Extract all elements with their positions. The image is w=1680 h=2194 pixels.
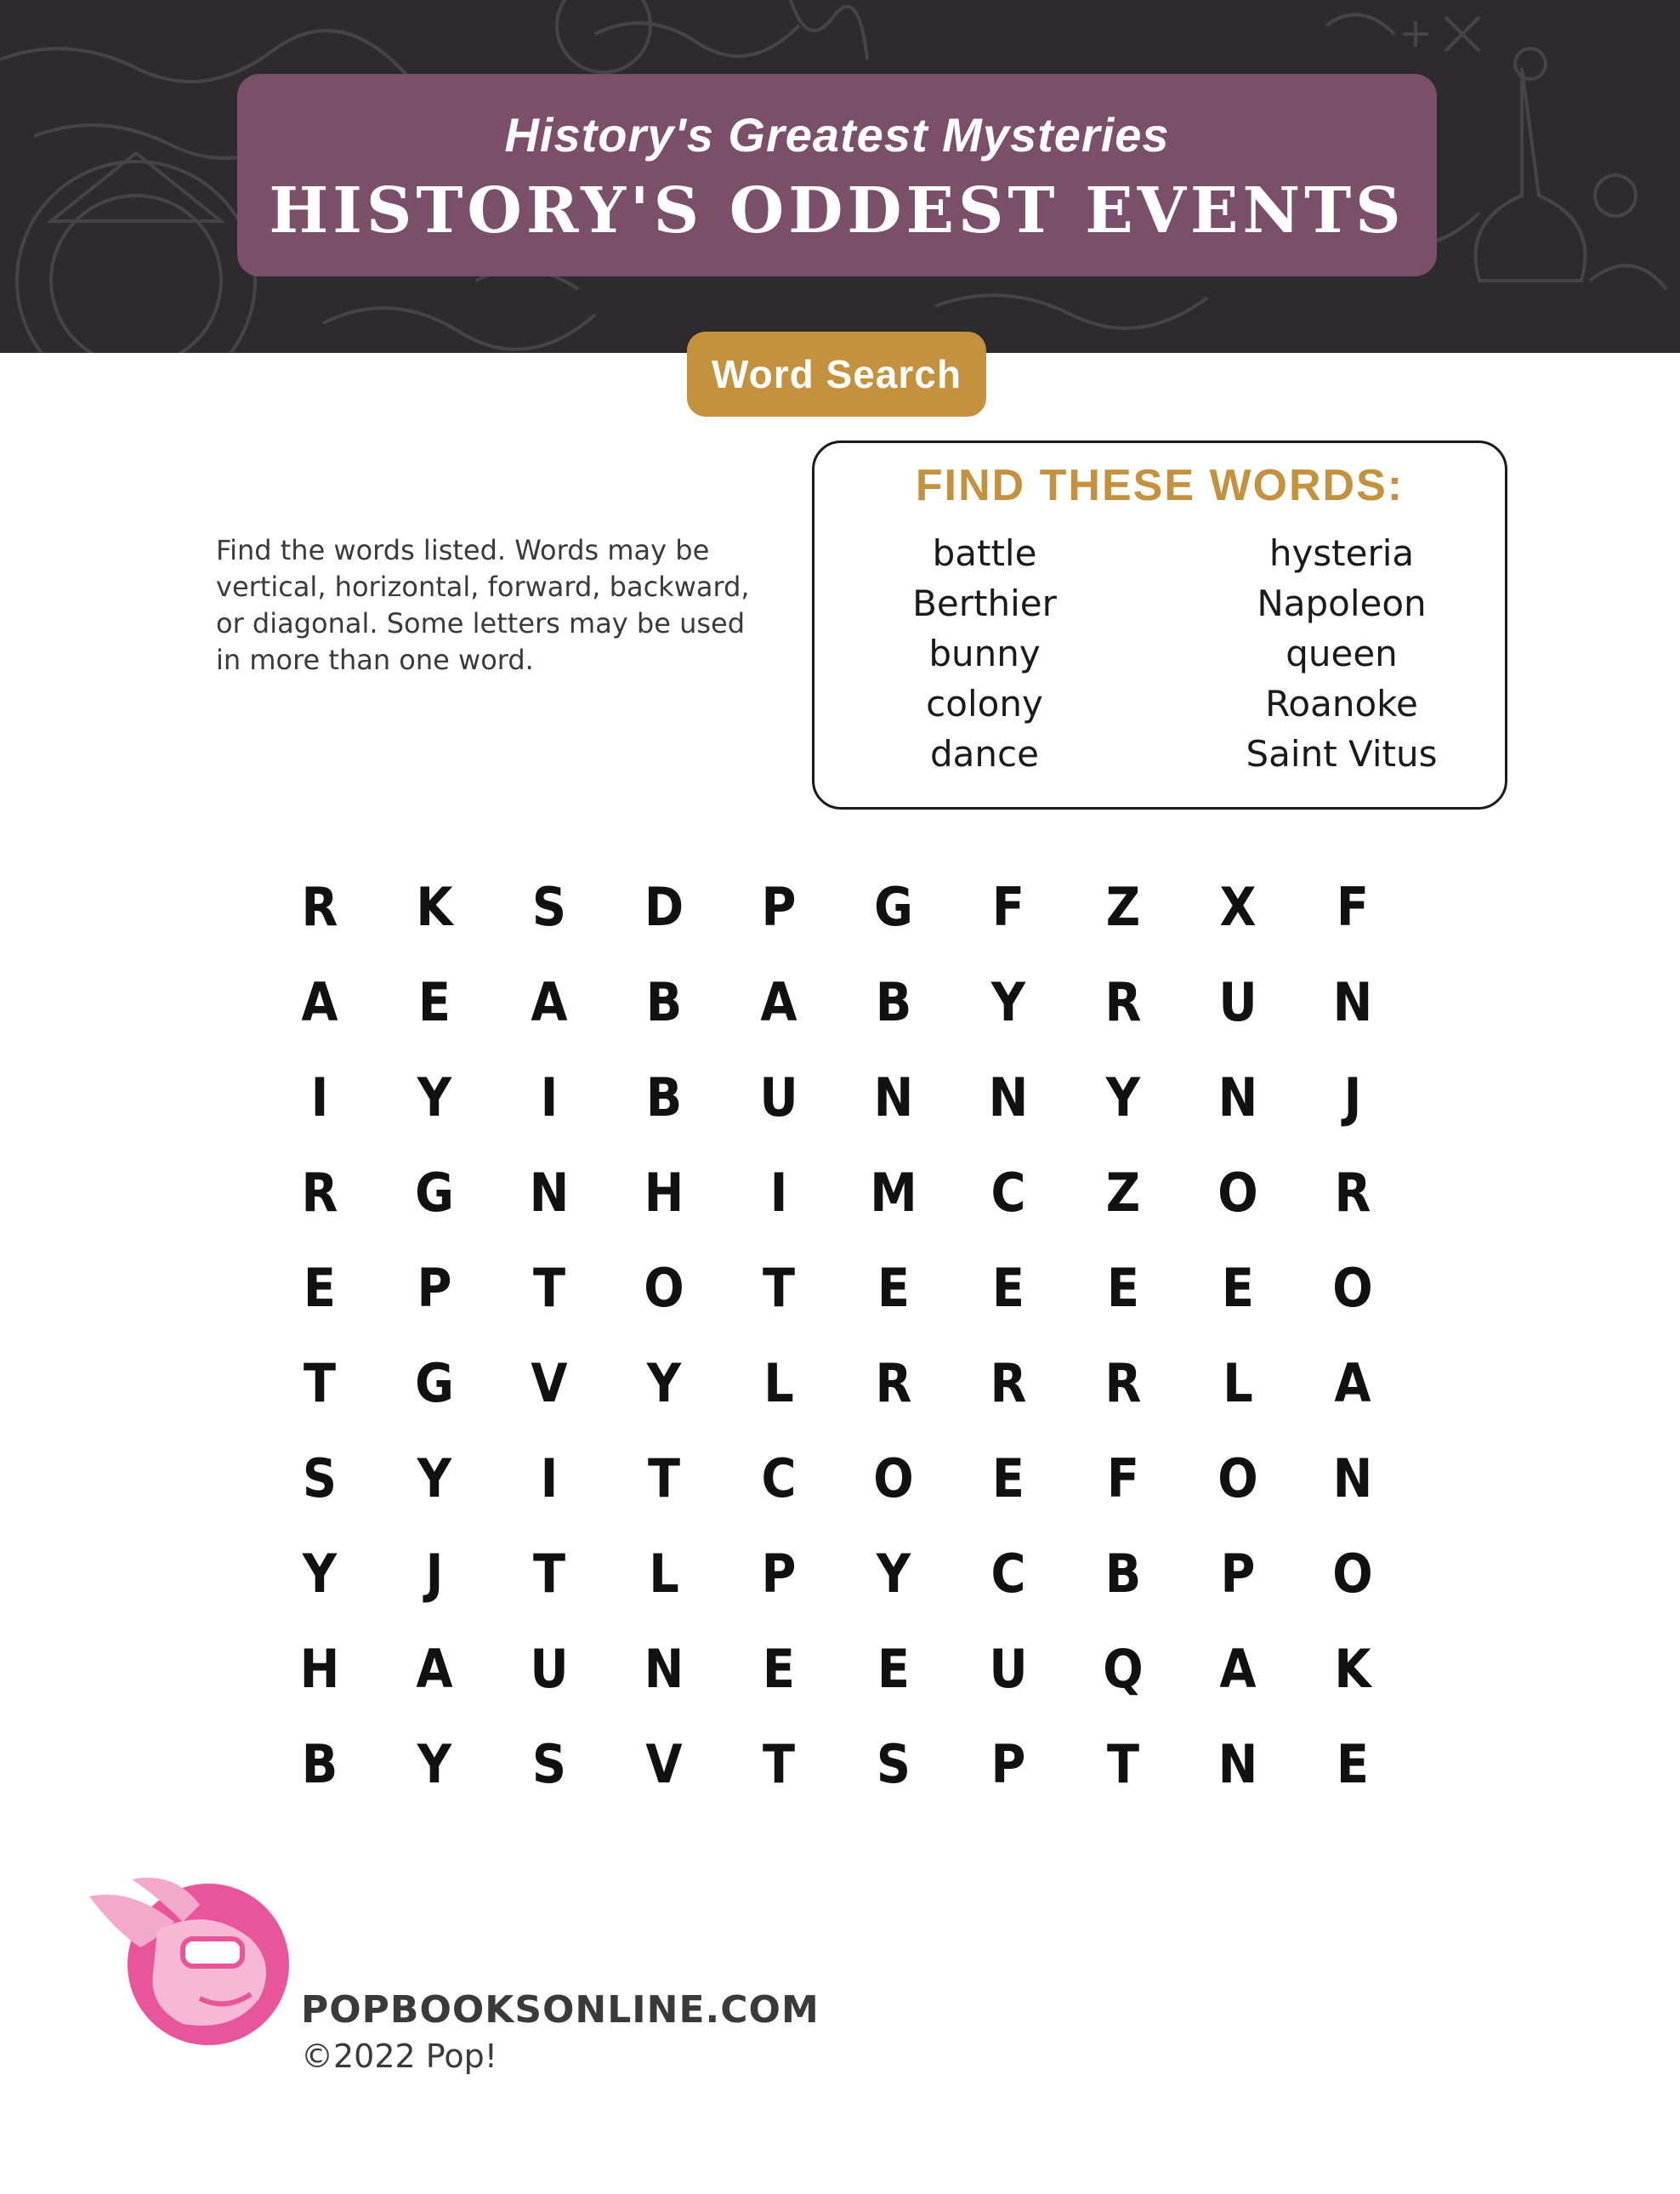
word-item: queen bbox=[1286, 633, 1398, 674]
grid-letter: R bbox=[1104, 1352, 1142, 1414]
grid-letter: U bbox=[530, 1638, 569, 1700]
grid-letter: N bbox=[1217, 1733, 1258, 1795]
grid-letter: P bbox=[1220, 1543, 1256, 1605]
grid-letter: P bbox=[761, 1543, 797, 1605]
grid-letter: P bbox=[761, 876, 797, 938]
word-item: Roanoke bbox=[1265, 683, 1418, 725]
grid-letter: E bbox=[877, 1638, 911, 1700]
grid-letter: U bbox=[759, 1066, 798, 1128]
grid-letter: E bbox=[417, 971, 451, 1033]
word-item: colony bbox=[926, 683, 1043, 725]
grid-letter: P bbox=[417, 1257, 452, 1319]
grid-letter: V bbox=[531, 1352, 568, 1414]
grid-letter: I bbox=[540, 1066, 559, 1128]
grid-letter: A bbox=[1334, 1352, 1371, 1414]
grid-letter: B bbox=[301, 1733, 338, 1795]
grid-letter: A bbox=[301, 971, 338, 1033]
pop-logo-icon bbox=[81, 1871, 302, 2049]
grid-letter: R bbox=[875, 1352, 912, 1414]
grid-letter: T bbox=[762, 1733, 796, 1795]
grid-letter: G bbox=[415, 1162, 454, 1224]
grid-letter: P bbox=[990, 1733, 1026, 1795]
grid-letter: F bbox=[1336, 876, 1370, 938]
grid-letter: A bbox=[416, 1638, 453, 1700]
grid-letter: J bbox=[1343, 1066, 1362, 1128]
grid-letter: B bbox=[645, 1066, 683, 1128]
grid-letter: E bbox=[762, 1638, 796, 1700]
grid-letter: Y bbox=[417, 1733, 452, 1795]
grid-letter: I bbox=[769, 1162, 788, 1224]
grid-letter: E bbox=[991, 1257, 1025, 1319]
grid-letter: O bbox=[644, 1257, 684, 1319]
grid-letter: Y bbox=[646, 1352, 682, 1414]
grid-letter: C bbox=[761, 1447, 797, 1509]
grid-letter: O bbox=[1217, 1162, 1258, 1224]
grid-letter: E bbox=[1336, 1733, 1370, 1795]
grid-letter: T bbox=[303, 1352, 337, 1414]
word-item: Napoleon bbox=[1257, 583, 1427, 624]
grid-letter: U bbox=[989, 1638, 1028, 1700]
grid-letter: N bbox=[1332, 1447, 1373, 1509]
grid-letter: A bbox=[760, 971, 797, 1033]
grid-letter: X bbox=[1219, 876, 1257, 938]
grid-letter: B bbox=[645, 971, 683, 1033]
grid-letter: T bbox=[762, 1257, 796, 1319]
grid-letter: Y bbox=[876, 1543, 911, 1605]
grid-letter: O bbox=[1332, 1257, 1373, 1319]
grid-letter: E bbox=[1106, 1257, 1140, 1319]
grid-letter: G bbox=[415, 1352, 454, 1414]
grid-letter: C bbox=[990, 1162, 1026, 1224]
instructions: Find the words listed. Words may be vertical, horizontal, forward, backward, or diagonal. Some letters may be used in more than one word. bbox=[216, 534, 750, 676]
word-item: hysteria bbox=[1269, 532, 1415, 574]
word-item: bunny bbox=[928, 633, 1041, 674]
grid-letter: E bbox=[991, 1447, 1025, 1509]
grid-letter: U bbox=[1218, 971, 1257, 1033]
grid-letter: V bbox=[645, 1733, 683, 1795]
grid-letter: B bbox=[875, 971, 912, 1033]
grid-letter: Z bbox=[1105, 1162, 1141, 1224]
grid-letter: K bbox=[416, 876, 453, 938]
copyright: ©2022 Pop! bbox=[301, 2038, 497, 2075]
grid-letter: Q bbox=[1103, 1638, 1144, 1700]
grid-letter: G bbox=[874, 876, 913, 938]
word-item: battle bbox=[932, 532, 1037, 574]
grid-letter: Y bbox=[417, 1066, 452, 1128]
grid-letter: R bbox=[1104, 971, 1142, 1033]
grid-letter: D bbox=[644, 876, 684, 938]
grid-letter: T bbox=[647, 1447, 681, 1509]
grid-letter: O bbox=[1332, 1543, 1373, 1605]
word-list-title: FIND THESE WORDS: bbox=[915, 461, 1405, 510]
grid-letter: I bbox=[540, 1447, 559, 1509]
grid-letter: C bbox=[990, 1543, 1026, 1605]
grid-letter: A bbox=[531, 971, 568, 1033]
grid-letter: Z bbox=[1105, 876, 1141, 938]
series-title: History's Greatest Mysteries bbox=[504, 108, 1170, 162]
page-title: HISTORY'S ODDEST EVENTS bbox=[269, 174, 1405, 247]
grid-letter: E bbox=[1221, 1257, 1255, 1319]
grid-letter: N bbox=[529, 1162, 570, 1224]
grid-letter: T bbox=[532, 1257, 566, 1319]
grid-letter: N bbox=[644, 1638, 684, 1700]
grid-letter: N bbox=[1217, 1066, 1258, 1128]
grid-letter: H bbox=[299, 1638, 340, 1700]
activity-tab-label: Word Search bbox=[712, 352, 962, 396]
site-url: POPBOOKSONLINE.COM bbox=[301, 1988, 820, 2032]
grid-letter: L bbox=[1223, 1352, 1253, 1414]
grid-letter: S bbox=[876, 1733, 911, 1795]
grid-letter: I bbox=[310, 1066, 329, 1128]
grid-letter: S bbox=[302, 1447, 338, 1509]
grid-letter: T bbox=[1106, 1733, 1140, 1795]
word-item: dance bbox=[930, 733, 1039, 775]
grid-letter: M bbox=[870, 1162, 917, 1224]
grid-letter: H bbox=[644, 1162, 684, 1224]
grid-letter: Y bbox=[302, 1543, 338, 1605]
grid-letter: B bbox=[1104, 1543, 1142, 1605]
grid-letter: R bbox=[990, 1352, 1027, 1414]
grid-letter: E bbox=[877, 1257, 911, 1319]
grid-letter: L bbox=[763, 1352, 794, 1414]
grid-letter: S bbox=[531, 1733, 567, 1795]
grid-letter: N bbox=[873, 1066, 914, 1128]
grid-letter: A bbox=[1219, 1638, 1257, 1700]
grid-letter: E bbox=[303, 1257, 337, 1319]
grid-letter: F bbox=[991, 876, 1025, 938]
grid-letter: O bbox=[1217, 1447, 1258, 1509]
grid-letter: O bbox=[873, 1447, 914, 1509]
word-item: Berthier bbox=[912, 583, 1057, 624]
grid-letter: S bbox=[531, 876, 567, 938]
grid-letter: N bbox=[988, 1066, 1029, 1128]
grid-letter: R bbox=[301, 1162, 338, 1224]
grid-letter: R bbox=[301, 876, 338, 938]
grid-letter: J bbox=[425, 1543, 444, 1605]
grid-letter: T bbox=[532, 1543, 566, 1605]
word-item: Saint Vitus bbox=[1246, 733, 1438, 775]
grid-letter: Y bbox=[990, 971, 1026, 1033]
grid-letter: L bbox=[649, 1543, 679, 1605]
grid-letter: Y bbox=[1105, 1066, 1141, 1128]
grid-letter: R bbox=[1334, 1162, 1371, 1224]
grid-letter: Y bbox=[417, 1447, 452, 1509]
grid-letter: N bbox=[1332, 971, 1373, 1033]
grid-letter: K bbox=[1334, 1638, 1371, 1700]
grid-letter: F bbox=[1106, 1447, 1140, 1509]
